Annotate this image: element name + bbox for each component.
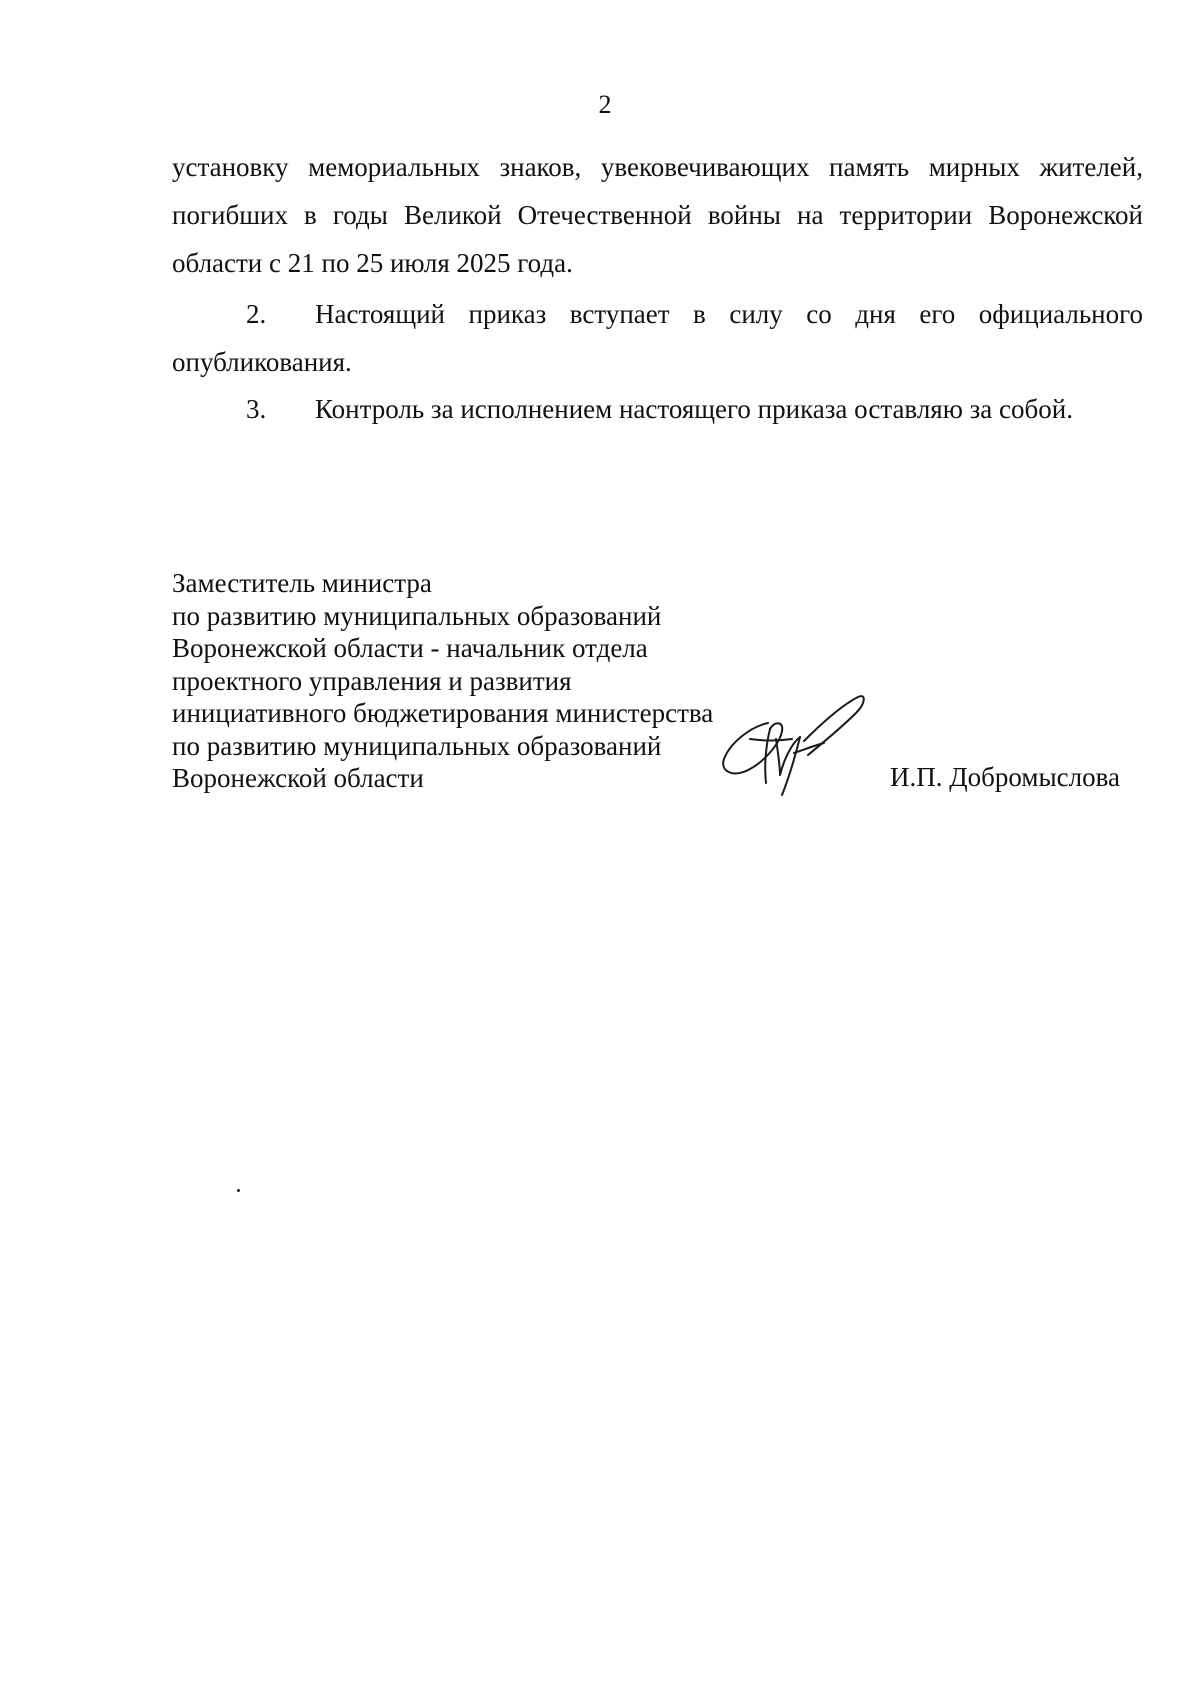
stray-dot [237, 1189, 240, 1192]
handwritten-signature [720, 695, 880, 800]
position-line: по развитию муниципальных образований [172, 730, 662, 761]
position-line: Воронежской области - начальник отдела [172, 633, 648, 663]
item-text: Контроль за исполнением настоящего приказа оставляю за собой. [315, 394, 1073, 424]
position-line: Заместитель министра [172, 568, 432, 598]
signatory-position [172, 567, 713, 795]
position-line: по развитию муниципальных образований [172, 600, 662, 631]
paragraph-line: погибших в годы Великой Отечественной войны на территории Воронежской [172, 200, 1143, 230]
position-line: проектного управления и развития [172, 665, 572, 696]
item-first-line [172, 290, 1143, 338]
numbered-item-3 [172, 385, 1143, 433]
item-continuation: опубликования. [172, 347, 352, 377]
page-number: 2 [598, 90, 612, 119]
continuation-paragraph [172, 143, 1143, 287]
item-first-line [172, 385, 1143, 433]
item-text: Настоящий приказ вступает в силу со дня его официального [315, 299, 1143, 329]
paragraph-line: установку мемориальных знаков, увековечивающих память мирных жителей, [172, 152, 1143, 182]
item-number: 2. [246, 299, 267, 329]
position-line: Воронежской области [172, 763, 424, 793]
signer-name: И.П. Добромыслова [890, 762, 1120, 792]
paragraph-line: области с 21 по 25 июля 2025 года. [172, 248, 573, 278]
item-number: 3. [246, 394, 267, 424]
position-line: инициативного бюджетирования министерства [172, 698, 714, 728]
numbered-item-2 [172, 290, 1143, 386]
